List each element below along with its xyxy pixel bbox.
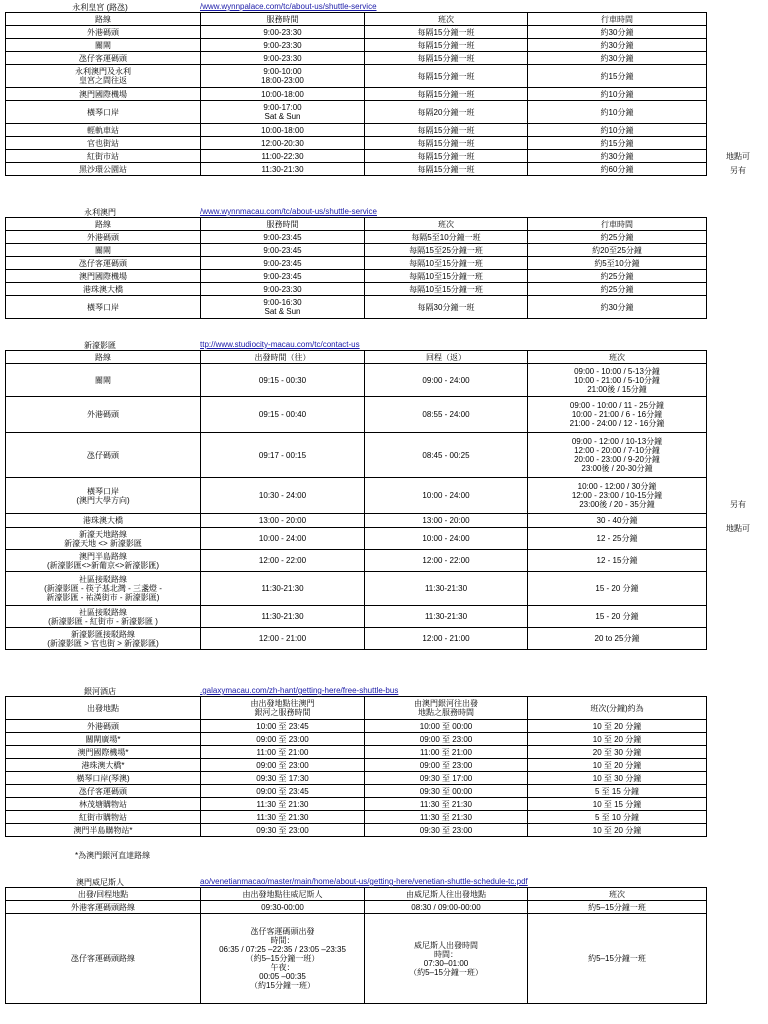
table-cell: 林茂塘購物站: [6, 798, 201, 811]
table-cell: 約10分鐘: [528, 101, 707, 124]
column-header: 路線: [6, 351, 201, 364]
table-row: [6, 628, 707, 650]
section-venetian: [0, 876, 768, 1004]
table-cell: 9:00-23:30: [201, 39, 365, 52]
table-cell: 11:30 至 21:30: [365, 811, 528, 824]
section-title: 永利澳門: [84, 208, 116, 217]
section-link[interactable]: /www.wynnpalace.com/tc/about-us/shuttle-service: [200, 2, 377, 11]
table-cell: 11:30 至 21:30: [201, 798, 365, 811]
table-row: [6, 798, 707, 811]
table-row: [6, 572, 707, 606]
table-cell: 每隔10至15分鐘一班: [365, 257, 528, 270]
table-cell: 每隔30分鐘一班: [365, 296, 528, 319]
column-header: 由出發地點往澳門 銀河之服務時間: [201, 697, 365, 720]
table-row: [6, 811, 707, 824]
table-cell: 約5–15分鐘一班: [528, 914, 707, 1004]
table-cell: 約60分鐘: [528, 163, 707, 176]
table-cell: 每隔15分鐘一班: [365, 88, 528, 101]
table-cell: 10 至 15 分鐘: [528, 798, 707, 811]
table-cell: 11:00-22:30: [201, 150, 365, 163]
table-cell: 澳門國際機場: [6, 270, 201, 283]
table-row: [6, 124, 707, 137]
table-cell: 13:00 - 20:00: [365, 514, 528, 528]
table-cell: 外港碼頭: [6, 231, 201, 244]
table-cell: 10:00-18:00: [201, 124, 365, 137]
table-cell: 外港碼頭: [6, 720, 201, 733]
table-cell: 10:00 - 12:00 / 30分鐘 12:00 - 23:00 / 10-15分鐘 23:00後 / 20 - 35分鐘: [528, 478, 707, 514]
table-cell: 外港客運碼頭路線: [6, 901, 201, 914]
table-row: [6, 478, 707, 514]
table-cell: 約25分鐘: [528, 283, 707, 296]
section-link[interactable]: .galaxymacau.com/zh-hant/getting-here/free-shuttle-bus: [200, 686, 399, 695]
table-cell: 每隔15分鐘一班: [365, 124, 528, 137]
table-cell: 每隔15分鐘一班: [365, 52, 528, 65]
table-header-row: [6, 697, 707, 720]
table-cell: 氹仔客運碼頭路線: [6, 914, 201, 1004]
table-cell: 11:30-21:30: [365, 606, 528, 628]
column-header: 由威尼斯人往出發地點: [365, 888, 528, 901]
schedule-table: [5, 350, 707, 650]
table-cell: 09:15 - 00:40: [201, 397, 365, 433]
table-cell: 社區接駁路線 (新濠影匯 - 筷子基北灣 - 三盞燈 - 新濠影匯 - 祐漢街市 - 新濠影匯): [6, 572, 201, 606]
table-cell: 12:00 - 21:00: [201, 628, 365, 650]
table-cell: 港珠澳大橋*: [6, 759, 201, 772]
table-cell: 外港碼頭: [6, 397, 201, 433]
schedule-table: [5, 217, 707, 319]
table-cell: 約25分鐘: [528, 231, 707, 244]
column-header: 回程（返）: [365, 351, 528, 364]
section-header: [0, 1, 768, 12]
table-row: [6, 270, 707, 283]
table-cell: 外港碼頭: [6, 26, 201, 39]
table-cell: 橫琴口岸 (澳門大學方向): [6, 478, 201, 514]
table-cell: 每隔15分鐘一班: [365, 26, 528, 39]
table-row: [6, 397, 707, 433]
table-row: [6, 26, 707, 39]
table-cell: 12:00 - 22:00: [365, 550, 528, 572]
table-cell: 澳門半島路線 (新濠影匯<>新葡京<>新濠影匯): [6, 550, 201, 572]
table-cell: 關閘: [6, 364, 201, 397]
section-wynn-palace: [0, 1, 768, 176]
table-cell: 9:00-23:30: [201, 26, 365, 39]
table-cell: 9:00-23:45: [201, 270, 365, 283]
table-cell: 9:00-23:30: [201, 52, 365, 65]
table-cell: 12:00-20:30: [201, 137, 365, 150]
table-cell: 10:00 至 00:00: [365, 720, 528, 733]
column-header: 由出發地點往威尼斯人: [201, 888, 365, 901]
table-cell: 08:55 - 24:00: [365, 397, 528, 433]
table-cell: 澳門國際機場: [6, 88, 201, 101]
table-cell: 09:00 - 12:00 / 10-13分鐘 12:00 - 20:00 / 7-10分鐘 20:00 - 23:00 / 9-20分鐘 23:00後 / 20-30分鐘: [528, 433, 707, 478]
section-link[interactable]: /www.wynnmacau.com/tc/about-us/shuttle-service: [200, 207, 377, 216]
table-cell: 09:30 至 17:00: [365, 772, 528, 785]
table-row: [6, 101, 707, 124]
table-cell: 20 至 30 分鐘: [528, 746, 707, 759]
table-row: [6, 759, 707, 772]
table-cell: 10:00 - 24:00: [365, 528, 528, 550]
table-cell: 約30分鐘: [528, 39, 707, 52]
table-cell: 11:30 至 21:30: [201, 811, 365, 824]
table-cell: 9:00-23:45: [201, 231, 365, 244]
table-cell: 09:17 - 00:15: [201, 433, 365, 478]
column-header: 出發地點: [6, 697, 201, 720]
table-cell: 每隔15分鐘一班: [365, 163, 528, 176]
table-cell: 09:30-00:00: [201, 901, 365, 914]
table-row: [6, 137, 707, 150]
column-header: 班次: [528, 888, 707, 901]
table-cell: 新濠影匯接駁路線 (新濠影匯 > 官也街 > 新濠影匯): [6, 628, 201, 650]
table-cell: 社區接駁路線 (新濠影匯 - 紅街市 - 新濠影匯 ): [6, 606, 201, 628]
section-title: 永利皇宮 (路氹): [72, 3, 128, 12]
table-row: [6, 528, 707, 550]
table-cell: 氹仔客運碼頭: [6, 785, 201, 798]
section-link[interactable]: ttp://www.studiocity-macau.com/tc/contact-us: [200, 340, 360, 349]
table-cell: 09:30 至 17:30: [201, 772, 365, 785]
table-row: [6, 550, 707, 572]
table-cell: 每隔15分鐘一班: [365, 65, 528, 88]
table-cell: 9:00-17:00 Sat & Sun: [201, 101, 365, 124]
table-cell: 09:00 至 23:00: [365, 759, 528, 772]
column-header: 服務時間: [201, 218, 365, 231]
table-cell: 15 - 20 分鐘: [528, 572, 707, 606]
table-cell: 09:00 - 10:00 / 11 - 25分鐘 10:00 - 21:00 / 6 - 16分鐘 21:00 - 24:00 / 12 - 16分鐘: [528, 397, 707, 433]
table-cell: 黑沙環公園站: [6, 163, 201, 176]
table-row: [6, 514, 707, 528]
table-row: [6, 52, 707, 65]
side-note: 地點可: [726, 152, 750, 161]
table-cell: 氹仔客運碼頭出發 時間： 06:35 / 07:25 –22:35 / 23:05 –23:35 （約5–15分鐘一班） 午夜： 00:05 –00:35 （約15分鐘一班）: [201, 914, 365, 1004]
galaxy-footnote: *為澳門銀河直達路線: [75, 851, 151, 860]
table-cell: 09:00 至 23:00: [201, 759, 365, 772]
table-cell: 約5至10分鐘: [528, 257, 707, 270]
schedule-table: [5, 887, 707, 1004]
table-cell: 10 至 20 分鐘: [528, 733, 707, 746]
table-cell: 11:00 至 21:00: [365, 746, 528, 759]
table-cell: 氹仔客運碼頭: [6, 257, 201, 270]
table-row: [6, 65, 707, 88]
section-header: [0, 685, 768, 696]
table-cell: 09:30 至 00:00: [365, 785, 528, 798]
table-cell: 5 至 10 分鐘: [528, 811, 707, 824]
side-note: 另有: [730, 166, 746, 175]
table-cell: 威尼斯人出發時間 時間： 07:30–01:00 （約5–15分鐘一班）: [365, 914, 528, 1004]
table-row: [6, 39, 707, 52]
table-header-row: [6, 888, 707, 901]
table-cell: 港珠澳大橋: [6, 514, 201, 528]
table-cell: 關閘: [6, 39, 201, 52]
table-cell: 09:00 至 23:45: [201, 785, 365, 798]
column-header: 行車時間: [528, 13, 707, 26]
table-cell: 08:30 / 09:00-00:00: [365, 901, 528, 914]
table-cell: 關閘廣場*: [6, 733, 201, 746]
section-header: [0, 876, 768, 887]
column-header: 行車時間: [528, 218, 707, 231]
table-cell: 08:45 - 00:25: [365, 433, 528, 478]
section-galaxy: [0, 685, 768, 837]
section-wynn-macau: [0, 206, 768, 319]
table-cell: 10 至 20 分鐘: [528, 720, 707, 733]
table-cell: 每隔5至10分鐘一班: [365, 231, 528, 244]
table-cell: 11:30-21:30: [365, 572, 528, 606]
table-cell: 15 - 20 分鐘: [528, 606, 707, 628]
table-cell: 10:30 - 24:00: [201, 478, 365, 514]
section-header: [0, 339, 768, 350]
table-cell: 13:00 - 20:00: [201, 514, 365, 528]
table-cell: 約5–15分鐘一班: [528, 901, 707, 914]
section-title: 新濠影匯: [84, 341, 116, 350]
table-cell: 11:30-21:30: [201, 606, 365, 628]
table-cell: 約10分鐘: [528, 124, 707, 137]
column-header: 班次: [528, 351, 707, 364]
side-note: 地點可: [726, 524, 750, 533]
table-cell: 09:00 至 23:00: [201, 733, 365, 746]
table-cell: 澳門半島購物站*: [6, 824, 201, 837]
table-row: [6, 901, 707, 914]
column-header: 班次: [365, 13, 528, 26]
table-cell: 20 to 25分鐘: [528, 628, 707, 650]
table-cell: 每隔15分鐘一班: [365, 39, 528, 52]
table-cell: 09:00 至 23:00: [365, 733, 528, 746]
table-cell: 10:00 - 24:00: [201, 528, 365, 550]
column-header: 服務時間: [201, 13, 365, 26]
table-header-row: [6, 351, 707, 364]
table-cell: 新濠天地路線 新濠天地 <> 新濠影匯: [6, 528, 201, 550]
table-row: [6, 746, 707, 759]
section-title: 銀河酒店: [84, 687, 116, 696]
table-row: [6, 606, 707, 628]
table-cell: 10:00 至 23:45: [201, 720, 365, 733]
table-cell: 約15分鐘: [528, 137, 707, 150]
table-cell: 11:00 至 21:00: [201, 746, 365, 759]
table-cell: 12 - 15分鐘: [528, 550, 707, 572]
table-cell: 約20至25分鐘: [528, 244, 707, 257]
table-cell: 09:30 至 23:00: [201, 824, 365, 837]
table-cell: 10:00 - 24:00: [365, 478, 528, 514]
table-cell: 橫琴口岸(琴澳): [6, 772, 201, 785]
column-header: 出發/回程地點: [6, 888, 201, 901]
table-cell: 澳門國際機場*: [6, 746, 201, 759]
table-cell: 10 至 20 分鐘: [528, 824, 707, 837]
table-row: [6, 433, 707, 478]
table-cell: 09:30 至 23:00: [365, 824, 528, 837]
table-cell: 9:00-10:00 18:00-23:00: [201, 65, 365, 88]
section-link[interactable]: ao/venetianmacao/master/main/home/about-us/getting-here/venetian-shuttle-schedule-tc.pdf: [200, 877, 528, 886]
table-cell: 10 至 30 分鐘: [528, 772, 707, 785]
table-cell: 氹仔碼頭: [6, 433, 201, 478]
table-cell: 橫琴口岸: [6, 296, 201, 319]
table-row: [6, 283, 707, 296]
table-cell: 每隔15分鐘一班: [365, 150, 528, 163]
table-cell: 30 - 40分鐘: [528, 514, 707, 528]
section-studio-city: [0, 339, 768, 650]
section-header: [0, 206, 768, 217]
table-cell: 官也街站: [6, 137, 201, 150]
table-row: [6, 720, 707, 733]
column-header: 路線: [6, 13, 201, 26]
column-header: 路線: [6, 218, 201, 231]
table-header-row: [6, 218, 707, 231]
table-row: [6, 824, 707, 837]
table-cell: 紅街市站: [6, 150, 201, 163]
table-cell: 約15分鐘: [528, 65, 707, 88]
column-header: 出發時間（往）: [201, 351, 365, 364]
table-cell: 約30分鐘: [528, 26, 707, 39]
table-cell: 09:15 - 00:30: [201, 364, 365, 397]
table-row: [6, 257, 707, 270]
table-cell: 約30分鐘: [528, 296, 707, 319]
table-cell: 港珠澳大橋: [6, 283, 201, 296]
schedule-table: [5, 12, 707, 176]
table-cell: 每隔15分鐘一班: [365, 137, 528, 150]
table-row: [6, 150, 707, 163]
table-cell: 11:30-21:30: [201, 572, 365, 606]
table-cell: 09:00 - 10:00 / 5-13分鐘 10:00 - 21:00 / 5-10分鐘 21:00後 / 15分鐘: [528, 364, 707, 397]
table-cell: 12:00 - 21:00: [365, 628, 528, 650]
schedule-table: [5, 696, 707, 837]
table-row: [6, 733, 707, 746]
table-cell: 每隔10至15分鐘一班: [365, 270, 528, 283]
table-cell: 10:00-18:00: [201, 88, 365, 101]
table-cell: 約10分鐘: [528, 88, 707, 101]
table-cell: 每隔15至25分鐘一班: [365, 244, 528, 257]
table-cell: 永利澳門及永利 皇宮之間往返: [6, 65, 201, 88]
table-row: [6, 244, 707, 257]
table-cell: 9:00-23:45: [201, 257, 365, 270]
table-cell: 關閘: [6, 244, 201, 257]
column-header: 由澳門銀河往出發 地點之服務時間: [365, 697, 528, 720]
table-header-row: [6, 13, 707, 26]
section-title: 澳門威尼斯人: [76, 878, 124, 887]
table-row: [6, 914, 707, 1004]
table-row: [6, 231, 707, 244]
table-cell: 9:00-23:30: [201, 283, 365, 296]
column-header: 班次: [365, 218, 528, 231]
side-note: 另有: [730, 500, 746, 509]
table-cell: 輕軌車站: [6, 124, 201, 137]
table-cell: 12 - 25分鐘: [528, 528, 707, 550]
table-row: [6, 364, 707, 397]
table-cell: 11:30-21:30: [201, 163, 365, 176]
table-row: [6, 785, 707, 798]
table-cell: 約30分鐘: [528, 52, 707, 65]
table-cell: 約25分鐘: [528, 270, 707, 283]
table-cell: 12:00 - 22:00: [201, 550, 365, 572]
table-row: [6, 88, 707, 101]
table-row: [6, 163, 707, 176]
column-header: 班次(分鐘)約為: [528, 697, 707, 720]
table-cell: 10 至 20 分鐘: [528, 759, 707, 772]
table-cell: 09:00 - 24:00: [365, 364, 528, 397]
table-row: [6, 772, 707, 785]
table-cell: 約30分鐘: [528, 150, 707, 163]
table-cell: 氹仔客運碼頭: [6, 52, 201, 65]
table-cell: 紅街市購物站: [6, 811, 201, 824]
table-cell: 橫琴口岸: [6, 101, 201, 124]
table-cell: 9:00-23:45: [201, 244, 365, 257]
table-cell: 9:00-16:30 Sat & Sun: [201, 296, 365, 319]
table-cell: 11:30 至 21:30: [365, 798, 528, 811]
table-cell: 每隔10至15分鐘一班: [365, 283, 528, 296]
table-row: [6, 296, 707, 319]
table-cell: 5 至 15 分鐘: [528, 785, 707, 798]
table-cell: 每隔20分鐘一班: [365, 101, 528, 124]
